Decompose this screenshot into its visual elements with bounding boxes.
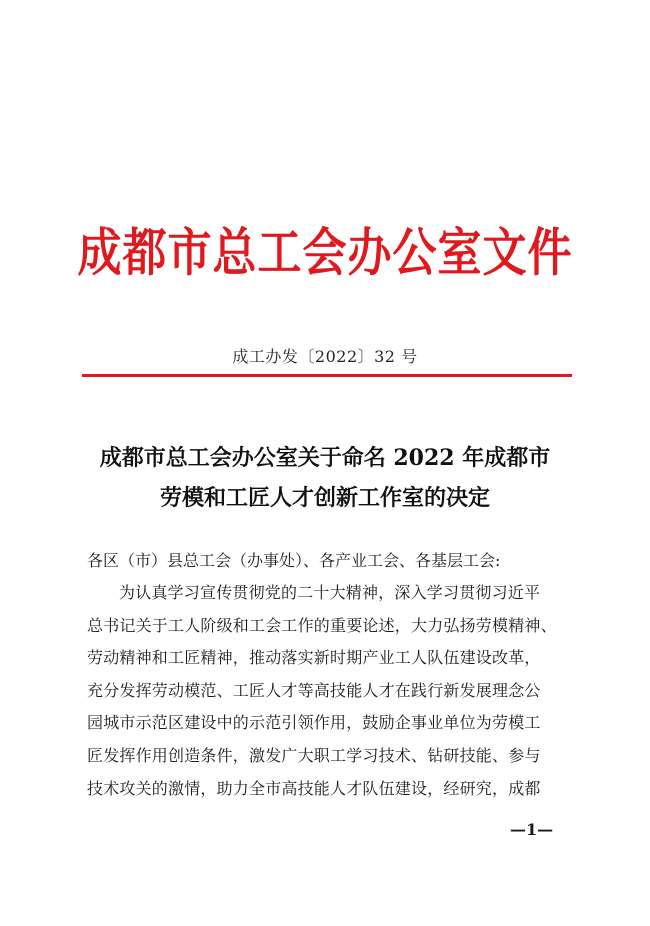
body-line: 匠发挥作用创造条件，激发广大职工学习技术、钻研技能、参与 [87, 745, 541, 765]
addressee: 各区（市）县总工会（办事处）、各产业工会、各基层工会: [87, 551, 501, 570]
body-line: 为认真学习宣传贯彻党的二十大精神，深入学习贯彻习近平 [119, 583, 541, 602]
body-line: 充分发挥劳动模范、工匠人才等高技能人才在践行新发展理念公 [87, 680, 541, 700]
title-line-1: 成都市总工会办公室关于命名 2022 年成都市 [99, 445, 551, 471]
body-line: 园城市示范区建设中的示范引领作用，鼓励企事业单位为劳模工 [87, 713, 541, 733]
body-line: 劳动精神和工匠精神，推动落实新时期产业工人队伍建设改革， [87, 648, 541, 668]
issuer-header: 成都市总工会办公室文件 [77, 223, 573, 284]
body-line: 总书记关于工人阶级和工会工作的重要论述，大力弘扬劳模精神、 [87, 615, 557, 635]
body-paragraph [87, 577, 577, 805]
title-line-2: 劳模和工匠人才创新工作室的决定 [159, 485, 490, 511]
page-number: —1— [510, 820, 554, 839]
document-number: 成工办发〔2022〕32 号 [232, 347, 418, 366]
document-title [60, 438, 590, 518]
header-divider [82, 374, 572, 377]
body-line: 技术攻关的激情，助力全市高技能人才队伍建设，经研究，成都 [87, 778, 541, 798]
